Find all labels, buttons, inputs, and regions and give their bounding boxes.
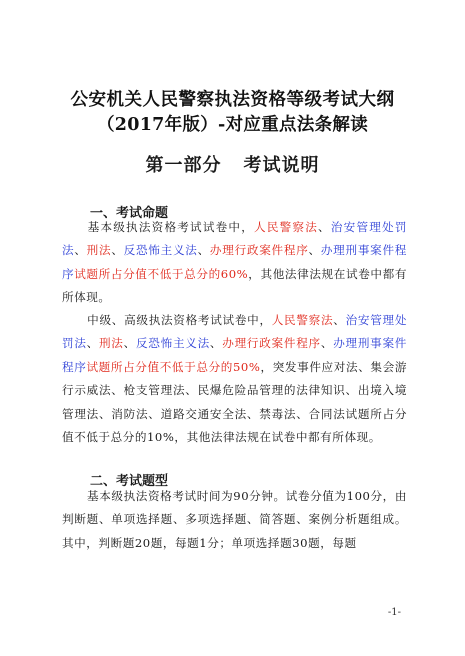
separator: 、: [209, 336, 223, 351]
paragraph-text: 基本级执法资格考试时间为90分钟。试卷分值为100分，由判断题、单项选择题、多项选择题、简答题、案例分析题组成。其中，判断题20题，每题1分；单项选择题30题，每题: [62, 489, 407, 550]
separator: 、: [111, 243, 124, 258]
law-name: 办理刑事案件程序: [62, 336, 407, 374]
law-name: 人民警察法: [271, 313, 334, 327]
section-heading-exam-design: 一、考试命题: [90, 206, 169, 221]
separator: 、: [74, 243, 87, 258]
law-name: 刑法: [98, 336, 124, 351]
part-name: 考试说明: [243, 155, 320, 176]
law-name: 治安管理处罚法: [62, 313, 407, 351]
paragraph-basic-level: [62, 216, 407, 310]
law-name: 办理行政案件程序: [222, 336, 321, 351]
separator: 、: [333, 313, 346, 327]
paragraph-text: ，突发事件应对法、集会游行示威法、枪支管理法、民爆危险品管理的法律知识、出境入境管理法、消防法、道路交通安全法、禁毒法、合同法试题所占分值不低于总分的10%，其他法律法规在试卷中都有所体现。: [62, 359, 407, 445]
separator: 、: [197, 243, 210, 258]
section-heading-question-types: 二、考试题型: [90, 474, 169, 489]
separator: 、: [86, 336, 99, 351]
highlight-score-share: 试题所占分值不低于总分的50%: [86, 359, 261, 374]
paragraph-question-types: [62, 485, 407, 555]
highlight-score-share: 试题所占分值不低于总分的60%: [74, 266, 249, 281]
page-number: -1-: [387, 607, 401, 618]
separator: 、: [320, 336, 334, 351]
law-name: 反恐怖主义法: [123, 243, 198, 258]
document-title: 公安机关人民警察执法资格等级考试大纲: [70, 90, 395, 110]
paragraph-text: 中级、高级执法资格考试试卷中，: [87, 313, 272, 327]
separator: 、: [318, 220, 331, 234]
paragraph-mid-high-level: [62, 309, 407, 449]
law-name: 反恐怖主义法: [135, 336, 210, 351]
separator: 、: [123, 336, 136, 351]
law-name: 治安管理处罚法: [62, 220, 407, 258]
law-name: 办理行政案件程序: [209, 243, 309, 258]
paragraph-text: 基本级执法资格考试试卷中，: [87, 220, 255, 234]
law-name: 办理刑事案件程序: [62, 243, 407, 281]
paragraph-text: ，其他法律法规在试卷中都有所体现。: [62, 266, 407, 305]
law-name: 人民警察法: [254, 220, 319, 234]
separator: 、: [308, 243, 321, 258]
part-title: [0, 151, 465, 177]
document-subtitle: （2017年版）-对应重点法条解读: [96, 115, 369, 135]
law-name: 刑法: [86, 243, 112, 258]
part-number: 第一部分: [145, 155, 222, 176]
